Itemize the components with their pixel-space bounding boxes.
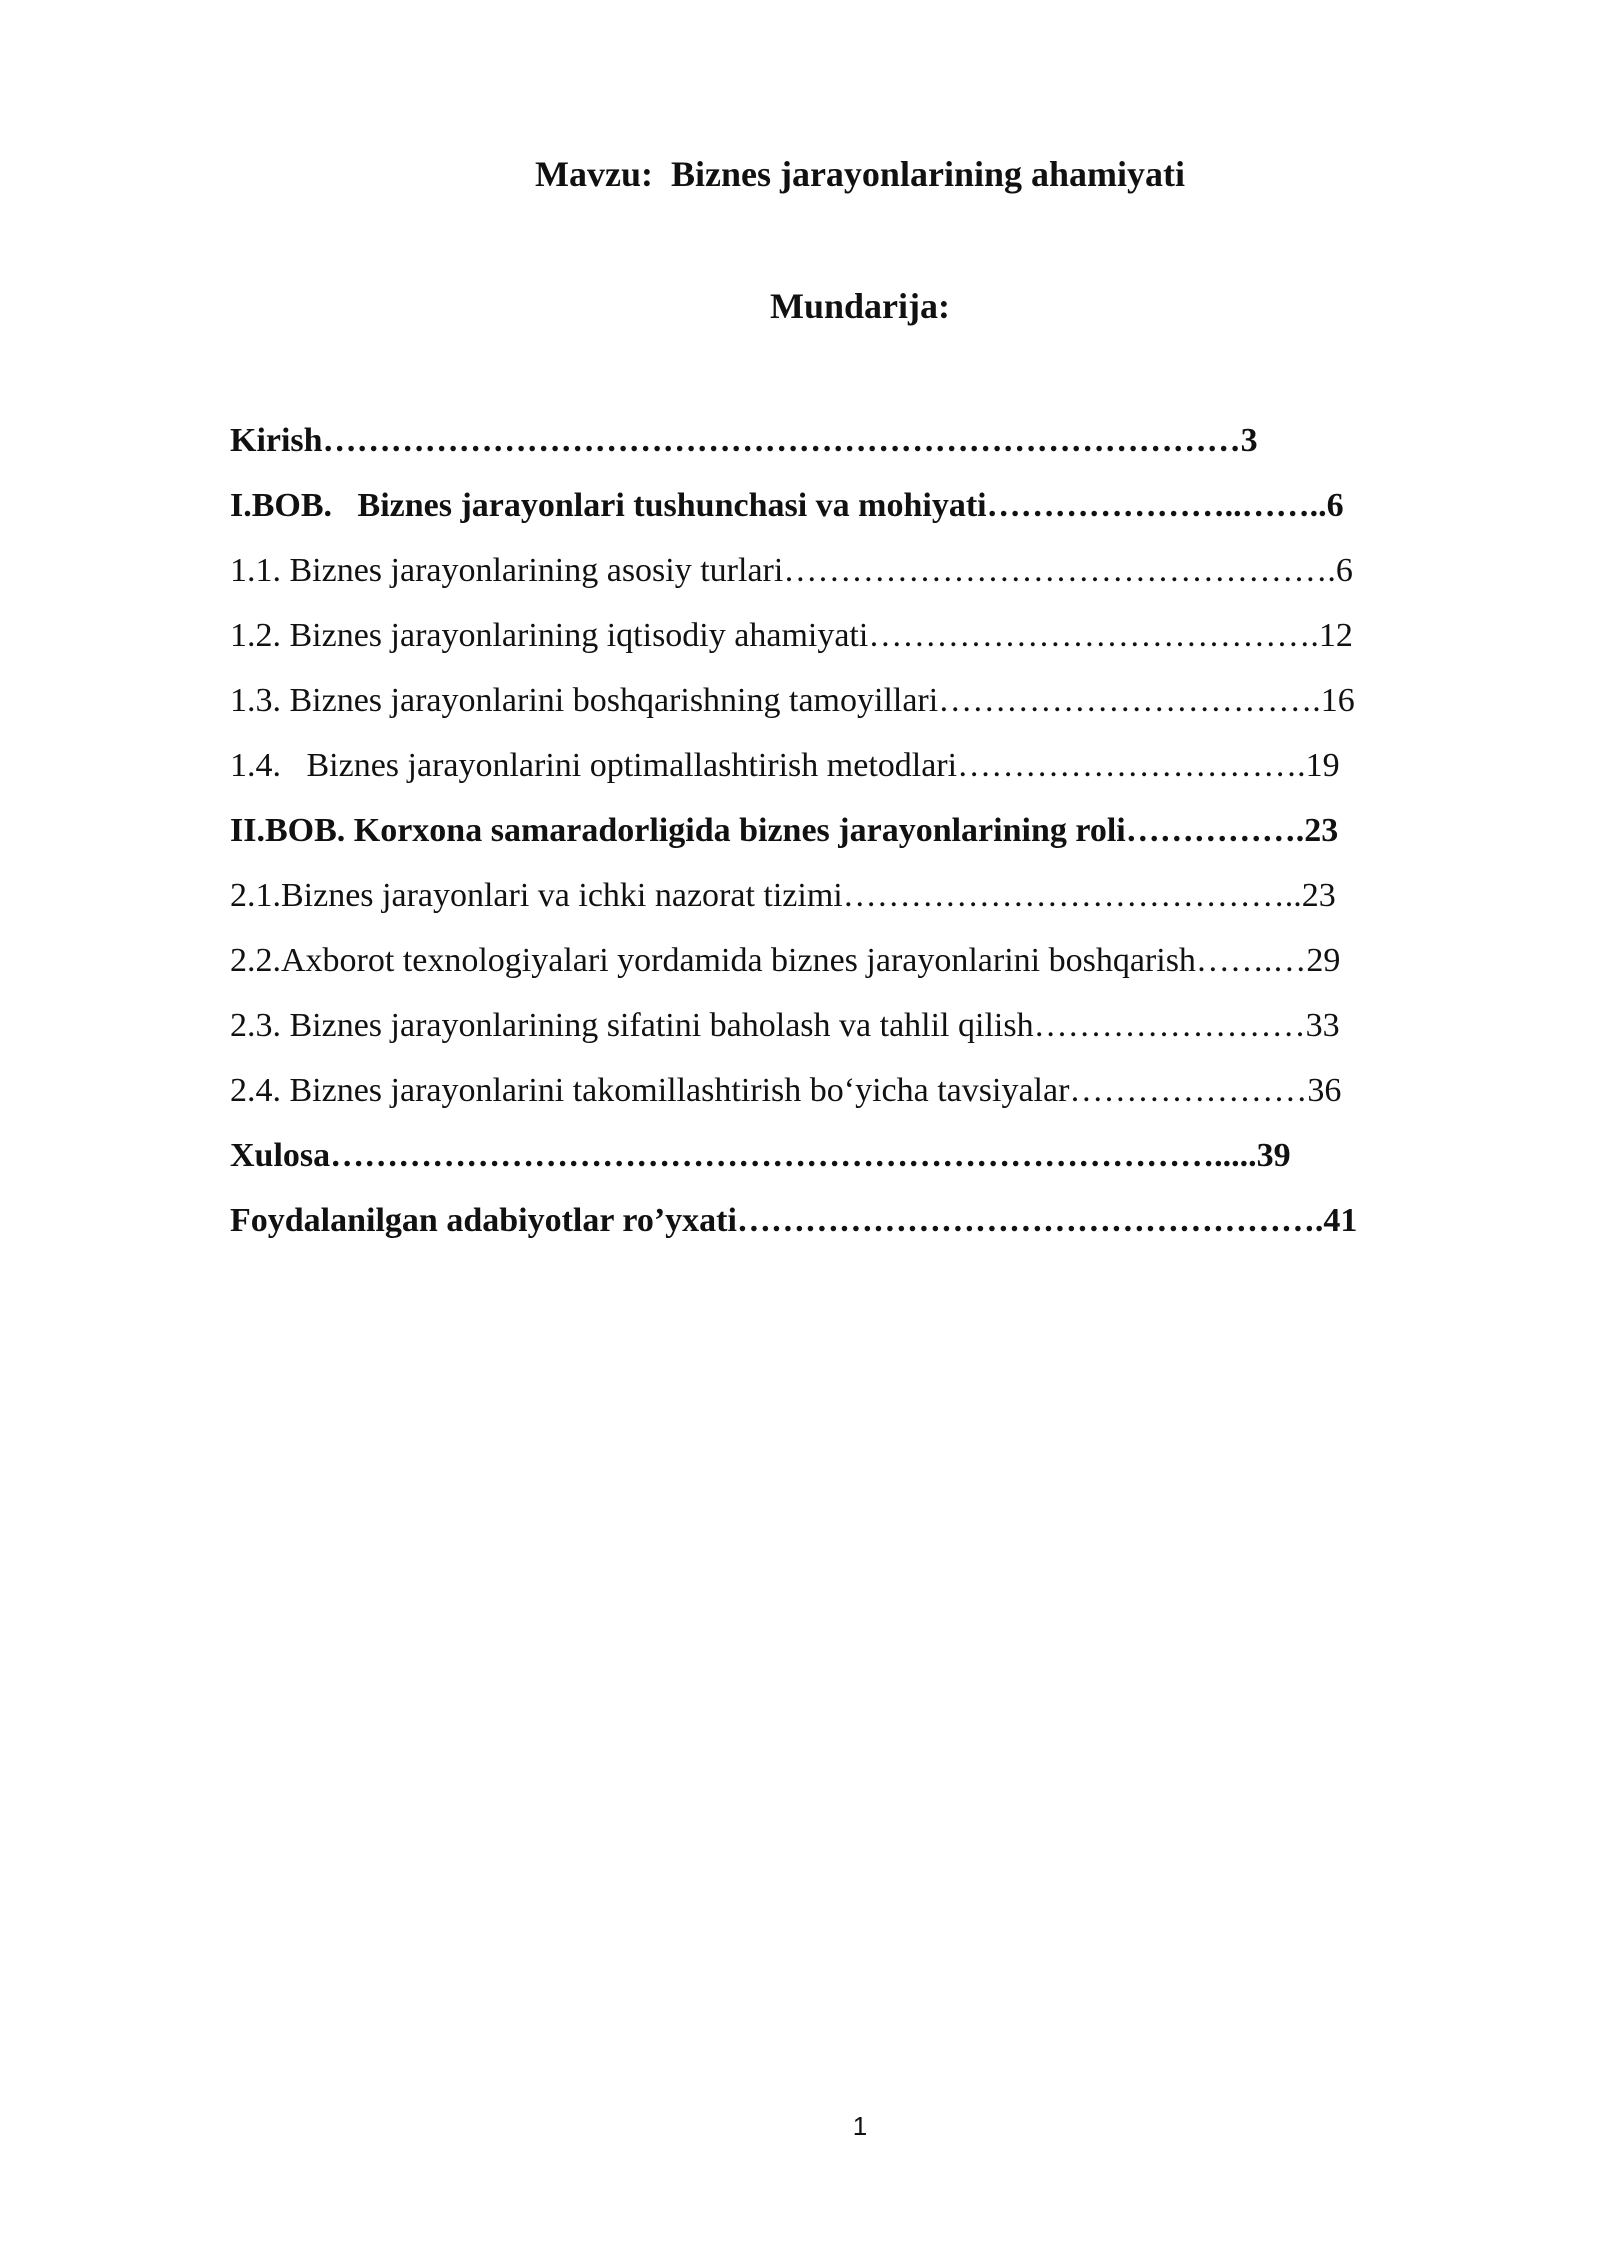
toc-entry-kirish: Kirish………………………………………………………………………3 — [230, 422, 1258, 459]
page-number: 1 — [852, 2111, 868, 2141]
table-of-contents — [230, 408, 1490, 1253]
toc-entry-section-1-2: 1.2. Biznes jarayonlarining iqtisodiy ahamiyati………………………………….12 — [230, 617, 1353, 654]
toc-entry-section-2-4: 2.4. Biznes jarayonlarini takomillashtirish bo‘yicha tavsiyalar…………………36 — [230, 1072, 1342, 1109]
toc-entry-section-2-2: 2.2.Axborot texnologiyalari yordamida biznes jarayonlarini boshqarish…….…29 — [230, 942, 1341, 979]
toc-entry-section-1-3: 1.3. Biznes jarayonlarini boshqarishning tamoyillari…………………………….16 — [230, 682, 1355, 719]
toc-entry-xulosa: Xulosa…………………………………………………………………….....39 — [230, 1137, 1291, 1174]
toc-entry-chapter-2: II.BOB. Korxona samaradorligida biznes jarayonlarining roli…………….23 — [230, 812, 1339, 849]
toc-entry-section-1-1: 1.1. Biznes jarayonlarining asosiy turlari………………………………………….6 — [230, 552, 1353, 589]
toc-heading: Mundarija: — [770, 286, 950, 326]
toc-entry-section-1-4: 1.4. Biznes jarayonlarini optimallashtirish metodlari………………………….19 — [230, 747, 1340, 784]
page-title: Mavzu: Biznes jarayonlarining ahamiyati — [535, 154, 1185, 194]
toc-entry-section-2-1: 2.1.Biznes jarayonlari va ichki nazorat tizimi…………………………………..23 — [230, 877, 1336, 914]
toc-entry-chapter-1: I.BOB. Biznes jarayonlari tushunchasi va mohiyati…………………..……..6 — [230, 487, 1344, 524]
toc-entry-section-2-3: 2.3. Biznes jarayonlarining sifatini baholash va tahlil qilish……………………33 — [230, 1007, 1340, 1044]
toc-entry-references: Foydalanilgan adabiyotlar ro’yxati…………………………………………….41 — [230, 1202, 1358, 1239]
